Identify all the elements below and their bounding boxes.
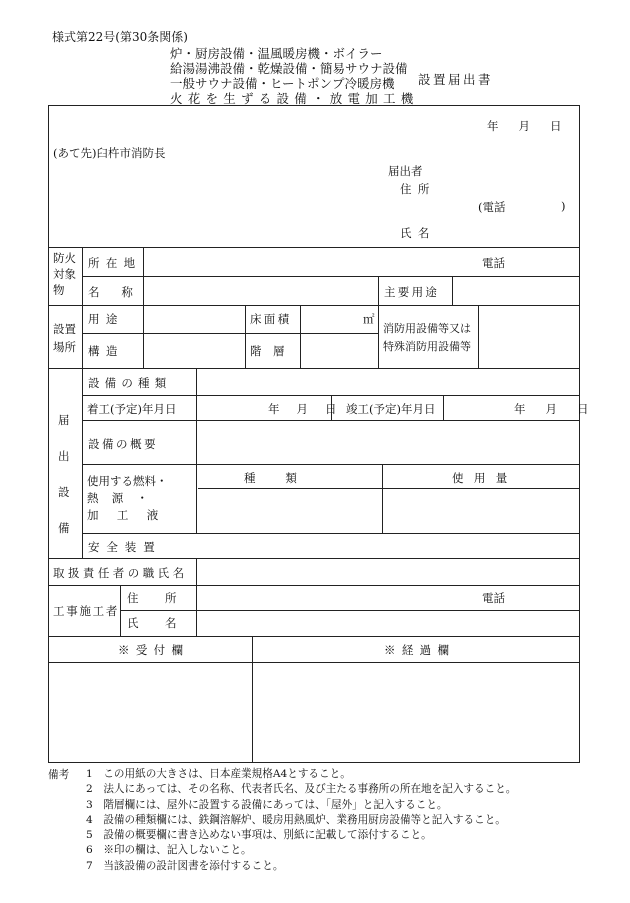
divider [252,636,253,763]
date-day-field[interactable]: 日 [550,119,562,133]
fire-equipment-label: 消防用設備等又は 特殊消防用設備等 [383,322,471,353]
target-side-label: 防火 対象 物 [53,251,76,297]
note-item: 5 設備の概要欄に書き込めない事項は、別紙に記載して添付すること。 [86,829,432,842]
notifier-phone-field[interactable]: (電話 [478,200,506,214]
contractor-phone-label: 電話 [482,591,505,605]
floor-label: 階層 [250,344,296,358]
site-use-label: 用途 [88,312,124,326]
addressee: (あて先)臼杵市消防長 [53,146,166,160]
divider [198,488,580,489]
equipment-line-4: 火花を生ずる設備・放電加工機 [170,91,419,106]
divider [48,585,580,586]
divider [48,662,580,663]
divider [48,305,580,306]
form-number: 様式第22号(第30条関係) [52,30,188,44]
finish-date-label: 竣工(予定)年月日 [346,402,436,416]
date-year-field[interactable]: 年 [487,119,499,133]
reception-header: ※受付欄 [118,643,190,657]
divider [478,305,479,368]
divider [443,395,444,420]
location-label: 所在地 [88,256,142,270]
equipment-line-2: 給湯湯沸設備・乾燥設備・簡易サウナ設備 [170,61,408,76]
site-side-label: 設置 場所 [53,322,76,354]
divider [48,636,580,637]
start-date: 年 月 日 [268,402,337,416]
floor-area-label: 床面積 [250,312,292,326]
finish-date: 年 月 日 [514,402,589,416]
area-unit: ㎡ [363,312,375,326]
safety-device-label: 安全装置 [88,540,162,554]
equipment-line-1: 炉・厨房設備・温風暖房機・ボイラー [170,46,383,61]
contractor-address-label: 住所 [127,591,203,605]
divider [300,305,301,368]
start-date-label: 着工(予定)年月日 [87,402,177,416]
note-item: 6 ※印の欄は、記入しないこと。 [86,844,252,857]
notifier-label: 届出者 [388,164,423,178]
manager-label: 取扱責任者の職氏名 [53,566,188,580]
divider [82,464,580,465]
divider [82,333,378,334]
divider [48,558,580,559]
divider [245,305,246,368]
equipment-line-3: 一般サウナ設備・ヒートポンプ冷暖房機 [170,76,395,91]
main-use-label: 主要用途 [384,285,440,299]
note-item: 1 この用紙の大きさは、日本産業規格A4とすること。 [86,768,351,780]
structure-label: 構造 [88,344,124,358]
divider [82,420,580,421]
divider [143,247,144,368]
divider [48,368,580,369]
divider [452,276,453,305]
note-item: 3 階層欄には、屋外に設置する設備にあっては、「屋外」と記入すること。 [86,798,448,811]
divider [382,464,383,533]
note-item: 4 設備の種類欄には、鉄鋼溶解炉、暖房用熱風炉、業務用厨房設備等と記入すること。 [86,813,506,826]
target-name-label: 名称 [88,285,155,299]
form-title: 設置届出書 [418,72,494,87]
date [487,118,562,134]
divider [82,276,580,277]
note-item: 2 法人にあっては、その名称、代表者氏名、及び主たる事務所の所在地を記入すること。 [86,783,517,796]
divider [120,610,580,611]
notifier-address-field[interactable]: 住所 [400,182,436,196]
divider [378,276,379,368]
note-item: 7 当該設備の設計図書を添付すること。 [86,859,284,872]
divider [48,247,580,248]
contractor-name-label: 氏名 [127,616,203,630]
date-month-field[interactable]: 月 [518,119,530,133]
notifier-name-field[interactable]: 氏名 [400,226,436,240]
phone-close-paren: ) [561,199,566,213]
equipment-side-label: 届 出 設 備 [58,413,70,535]
equipment-type-label: 設備の種類 [88,376,172,390]
notes-list [86,767,516,874]
target-phone-label: 電話 [482,256,505,270]
progress-header: ※経過欄 [384,643,456,657]
fuel-label: 使用する燃料・ 熱源・ 加工液 [87,474,177,522]
equipment-list [170,46,419,106]
overview-label: 設備の概要 [88,437,159,451]
divider [196,368,197,533]
divider [82,533,580,534]
divider [82,247,83,558]
contractor-label: 工事施工者 [53,604,120,618]
notes-heading: 備考 [48,769,70,781]
kind-header: 種類 [244,471,327,485]
divider [120,585,121,636]
amount-header: 使用量 [452,471,518,485]
